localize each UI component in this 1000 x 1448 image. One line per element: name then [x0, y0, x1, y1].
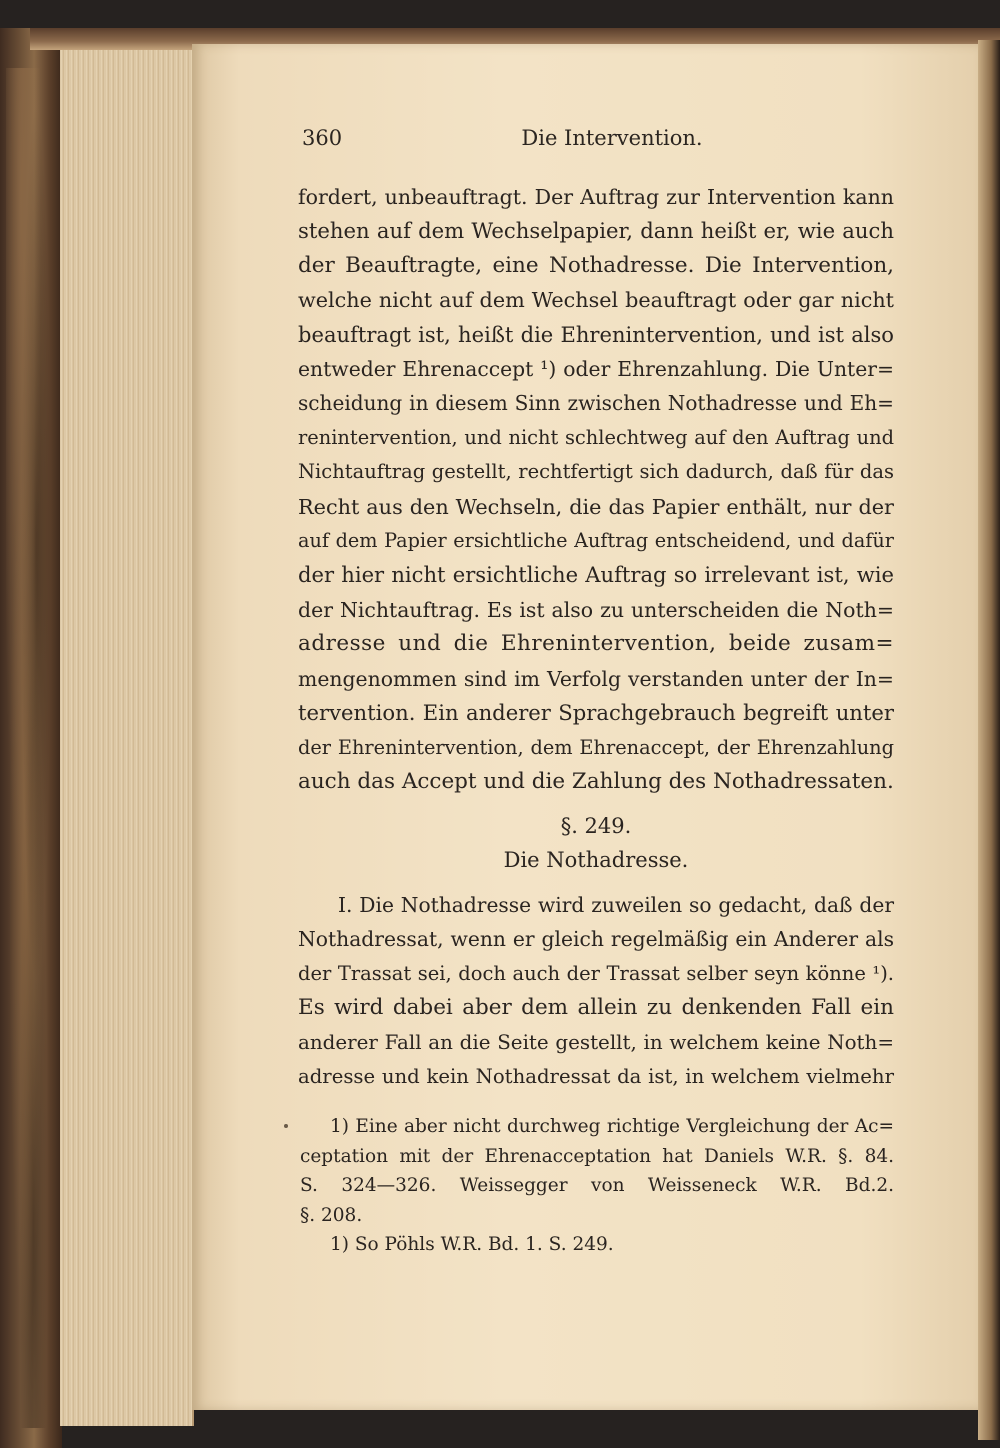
cover-pattern	[6, 68, 56, 1428]
page-edges	[60, 50, 194, 1426]
footnote-line: S. 324—326. Weissegger von Weisseneck W.R. Bd.2.	[300, 1175, 894, 1196]
section-title: Die Nothadresse.	[503, 848, 689, 872]
text-line: fordert, unbeauftragt. Der Auftrag zur Intervention kann	[298, 185, 894, 209]
footnote-line: 1) So Pöhls W.R. Bd. 1. S. 249.	[330, 1234, 614, 1255]
text-line: auch das Accept und die Zahlung des Nothadressaten.	[298, 768, 894, 794]
text-line: renintervention, und nicht schlechtweg auf den Auftrag und	[298, 425, 894, 449]
footnotes	[300, 1112, 894, 1260]
text-line: der Nichtauftrag. Es ist also zu unterscheiden die Noth=	[298, 597, 894, 622]
text-line: tervention. Ein anderer Sprachgebrauch begreift unter	[298, 700, 894, 726]
main-paragraph	[298, 180, 894, 799]
text-line: beauftragt ist, heißt die Ehrenintervention, und ist also	[298, 321, 894, 347]
text-line: adresse und kein Nothadressat da ist, in welchem vielmehr	[298, 1065, 894, 1089]
text-line: Nichtauftrag gestellt, rechtfertigt sich dadurch, daß für das	[298, 460, 894, 484]
text-line: mengenommen sind im Verfolg verstanden unter der In=	[298, 666, 894, 691]
text-line: Recht aus den Wechseln, die das Papier enthält, nur der	[298, 494, 894, 519]
text-line: Es wird dabei aber dem allein zu denkenden Fall ein	[298, 995, 894, 1021]
text-line: der hier nicht ersichtliche Auftrag so irrelevant ist, wie	[298, 562, 894, 588]
text-line: anderer Fall an die Seite gestellt, in welchem keine Noth=	[298, 1030, 894, 1054]
text-line: der Ehrenintervention, dem Ehrenaccept, der Ehrenzahlung	[298, 735, 894, 759]
section-number: §. 249.	[560, 814, 632, 838]
page-number: 360	[302, 126, 343, 150]
text-line: der Beauftragte, eine Nothadresse. Die Intervention,	[298, 252, 894, 278]
footnote-line: ceptation mit der Ehrenacceptation hat Daniels W.R. §. 84.	[300, 1145, 894, 1167]
text-line: adresse und die Ehrenintervention, beide zusam=	[298, 631, 894, 657]
text-line: I. Die Nothadresse wird zuweilen so gedacht, daß der	[338, 893, 894, 917]
section-paragraph	[298, 888, 894, 1094]
text-line: der Trassat sei, doch auch der Trassat selber seyn könne ¹).	[298, 961, 894, 985]
text-line: Nothadressat, wenn er gleich regelmäßig ein Anderer als	[298, 927, 894, 952]
text-line: entweder Ehrenaccept ¹) oder Ehrenzahlung. Die Unter=	[298, 357, 894, 382]
marbled-cover	[0, 28, 62, 1448]
page-header	[302, 126, 892, 156]
text-line: stehen auf dem Wechselpapier, dann heißt er, wie auch	[298, 218, 894, 244]
text-line: scheidung in diesem Sinn zwischen Nothadresse und Eh=	[298, 391, 894, 416]
running-title: Die Intervention.	[521, 126, 703, 150]
footnote-line: §. 208.	[300, 1204, 363, 1226]
footnote-line: 1) Eine aber nicht durchweg richtige Vergleichung der Ac=	[330, 1116, 894, 1137]
facing-page-edge	[978, 40, 1000, 1440]
footnote-marker-dot	[284, 1124, 288, 1128]
text-line: auf dem Papier ersichtliche Auftrag entscheidend, und dafür	[298, 529, 894, 553]
text-line: welche nicht auf dem Wechsel beauftragt oder gar nicht	[298, 288, 894, 313]
